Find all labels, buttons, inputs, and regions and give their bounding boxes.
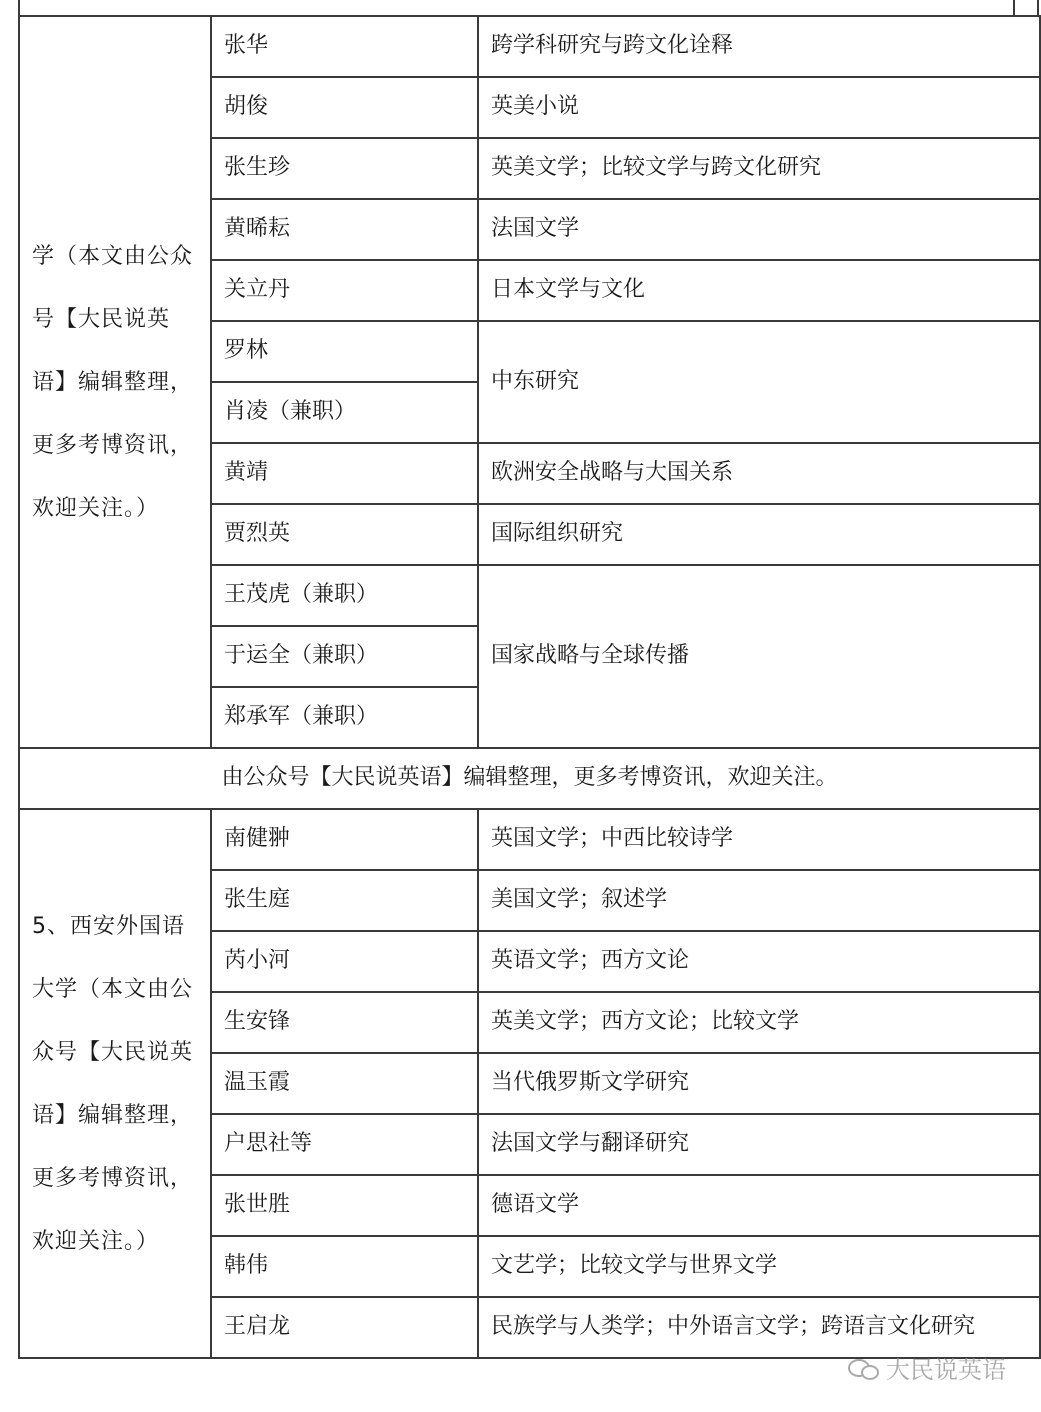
supervisor-name: 南健翀 [211,809,478,870]
table-row [19,16,1040,77]
supervisor-name: 张生珍 [211,138,478,199]
supervisor-name: 王启龙 [211,1297,478,1358]
supervisor-name: 张生庭 [211,870,478,931]
supervisor-name: 韩伟 [211,1236,478,1297]
research-field: 中东研究 [478,321,1040,443]
supervisor-name: 张世胜 [211,1175,478,1236]
supervisor-name: 黄晞耘 [211,199,478,260]
wechat-icon [848,1357,878,1379]
supervisor-name: 温玉霞 [211,1053,478,1114]
research-field: 美国文学；叙述学 [478,870,1040,931]
research-field: 跨学科研究与跨文化诠释 [478,16,1040,77]
supervisor-name: 于运全（兼职） [211,626,478,687]
supervisor-name: 芮小河 [211,931,478,992]
research-field: 英美小说 [478,77,1040,138]
supervisor-name: 张华 [211,16,478,77]
university-cell: 5、西安外国语大学（本文由公众号【大民说英语】编辑整理，更多考博资讯，欢迎关注。） [19,809,211,1358]
watermark [848,1350,1006,1385]
supervisor-name: 郑承军（兼职） [211,687,478,748]
table-row [19,809,1040,870]
research-field: 国际组织研究 [478,504,1040,565]
supervisor-name: 贾烈英 [211,504,478,565]
research-field: 民族学与人类学；中外语言文学；跨语言文化研究 [478,1297,1040,1358]
research-field: 英语文学；西方文论 [478,931,1040,992]
research-field: 法国文学 [478,199,1040,260]
research-field: 国家战略与全球传播 [478,565,1040,748]
research-field: 当代俄罗斯文学研究 [478,1053,1040,1114]
supervisor-name: 王茂虎（兼职） [211,565,478,626]
supervisor-name: 黄靖 [211,443,478,504]
supervisor-name: 户思社等 [211,1114,478,1175]
research-field: 欧洲安全战略与大国关系 [478,443,1040,504]
separator-row [19,748,1040,809]
supervisor-name: 胡俊 [211,77,478,138]
research-field: 文艺学；比较文学与世界文学 [478,1236,1040,1297]
research-field: 德语文学 [478,1175,1040,1236]
research-field: 法国文学与翻译研究 [478,1114,1040,1175]
supervisor-table [18,15,1041,1359]
previous-table-edge [18,0,1039,15]
separator-note: 由公众号【大民说英语】编辑整理，更多考博资讯，欢迎关注。 [19,748,1040,809]
supervisor-name: 罗林 [211,321,478,382]
research-field: 英美文学；比较文学与跨文化研究 [478,138,1040,199]
supervisor-name: 肖凌（兼职） [211,382,478,443]
watermark-text: 大民说英语 [886,1356,1006,1384]
research-field: 英美文学；西方文论；比较文学 [478,992,1040,1053]
research-field: 日本文学与文化 [478,260,1040,321]
supervisor-name: 关立丹 [211,260,478,321]
university-cell: 学（本文由公众号【大民说英语】编辑整理，更多考博资讯，欢迎关注。） [19,16,211,748]
supervisor-name: 生安锋 [211,992,478,1053]
research-field: 英国文学；中西比较诗学 [478,809,1040,870]
